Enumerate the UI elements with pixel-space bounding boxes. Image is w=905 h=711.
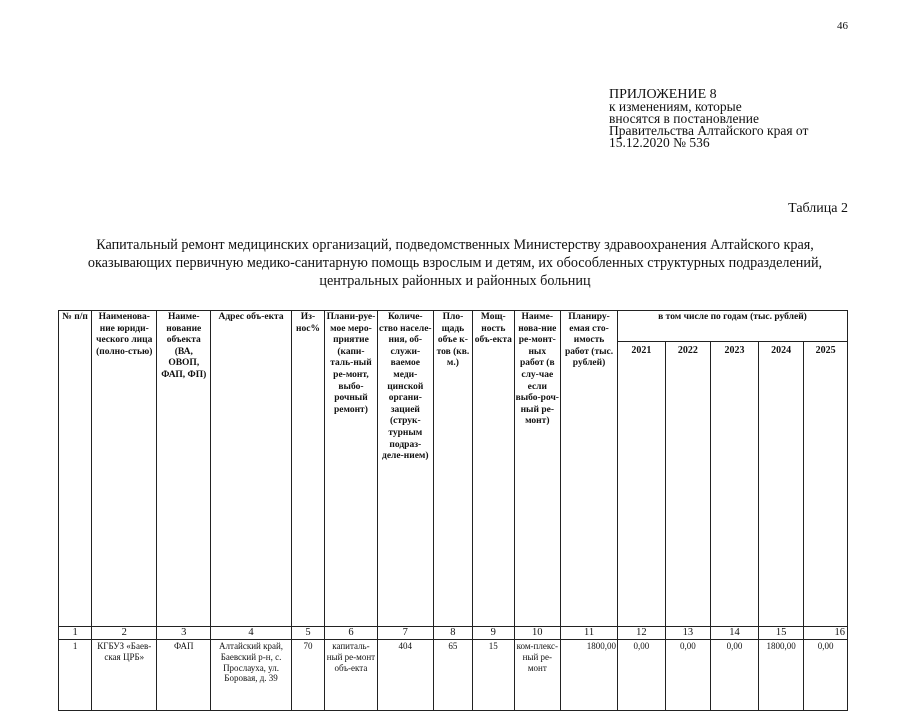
header-cell-org: Наименова-ние юриди-ческого лица (полно-стью) [92, 311, 157, 627]
cell-measure: капиталь-ный ре-монт объ-екта [325, 640, 378, 711]
year-cell: 2023 [711, 342, 759, 627]
cell-population: 404 [377, 640, 433, 711]
header-cell-years-group: в том числе по годам (тыс. рублей) [618, 311, 848, 342]
header-cell-capacity: Мощ-ность объ-екта [473, 311, 514, 627]
appendix-line: 15.12.2020 № 536 [609, 135, 710, 150]
column-number: 15 [758, 627, 804, 640]
cell-cost: 1800,00 [561, 640, 618, 711]
column-number: 12 [618, 627, 666, 640]
appendix-title: ПРИЛОЖЕНИЕ 8 [609, 87, 717, 102]
repair-table [58, 310, 848, 711]
document-title [40, 236, 870, 290]
column-number: 1 [59, 627, 92, 640]
header-cell-object: Наиме-нование объекта (ВА, ОВОП, ФАП, ФП) [157, 311, 211, 627]
year-cell: 2021 [618, 342, 666, 627]
cell-object: ФАП [157, 640, 211, 711]
table-label: Таблица 2 [788, 201, 848, 216]
column-number: 4 [211, 627, 292, 640]
title-line: оказывающих первичную медико-санитарную помощь взрослым и детям, их обособленных структурных подразделений, [87, 255, 823, 271]
appendix-block [609, 89, 808, 149]
column-number: 7 [377, 627, 433, 640]
column-number: 3 [157, 627, 211, 640]
appendix-line: вносятся в постановление [609, 111, 759, 126]
year-cell: 2022 [665, 342, 711, 627]
cell-works: ком-плекс-ный ре-монт [514, 640, 561, 711]
header-cell-num: № п/п [59, 311, 92, 627]
column-number: 2 [92, 627, 157, 640]
cell-year-2024: 1800,00 [758, 640, 804, 711]
cell-num: 1 [59, 640, 92, 711]
column-number: 13 [665, 627, 711, 640]
year-cell: 2025 [804, 342, 848, 627]
title-line: Капитальный ремонт медицинских организаций, подведомственных Министерству здравоохранения Алтайского края, [96, 237, 814, 253]
title-line: центральных районных и районных больниц [319, 273, 591, 289]
cell-year-2022: 0,00 [665, 640, 711, 711]
header-cell-cost: Планиру-емая сто-имость работ (тыс. рублей) [561, 311, 618, 627]
header-row [59, 311, 848, 342]
cell-org: КГБУЗ «Баев-ская ЦРБ» [92, 640, 157, 711]
cell-area: 65 [433, 640, 472, 711]
year-cell: 2024 [758, 342, 804, 627]
cell-address: Алтайский край, Баевский р-н, с. Прослауха, ул. Боровая, д. 39 [211, 640, 292, 711]
header-cell-works: Наиме-нова-ние ре-монт-ных работ (в слу-чае если выбо-роч-ный ре-монт) [514, 311, 561, 627]
header-cell-wear: Из-нос% [291, 311, 324, 627]
column-number: 10 [514, 627, 561, 640]
column-number-row [59, 627, 848, 640]
header-cell-address: Адрес объ-екта [211, 311, 292, 627]
column-number: 9 [473, 627, 514, 640]
cell-year-2021: 0,00 [618, 640, 666, 711]
cell-year-2025: 0,00 [804, 640, 848, 711]
column-number: 11 [561, 627, 618, 640]
header-cell-measure: Плани-руе-мое меро-приятие (капи-таль-ный ре-монт, выбо-рочный ремонт) [325, 311, 378, 627]
column-number: 5 [291, 627, 324, 640]
page-number: 46 [837, 20, 848, 32]
header-cell-area: Пло-щадь объе к-тов (кв. м.) [433, 311, 472, 627]
cell-wear: 70 [291, 640, 324, 711]
cell-year-2023: 0,00 [711, 640, 759, 711]
appendix-line: к изменениям, которые [609, 99, 742, 114]
column-number: 8 [433, 627, 472, 640]
table-row [59, 640, 848, 711]
column-number: 14 [711, 627, 759, 640]
appendix-line: Правительства Алтайского края от [609, 123, 809, 138]
column-number: 16 [804, 627, 848, 640]
header-cell-population: Количе-ство населе-ния, об-служи-ваемое меди-цинской органи-зацией (струк-турным подраз-деле-нием) [377, 311, 433, 627]
cell-capacity: 15 [473, 640, 514, 711]
column-number: 6 [325, 627, 378, 640]
